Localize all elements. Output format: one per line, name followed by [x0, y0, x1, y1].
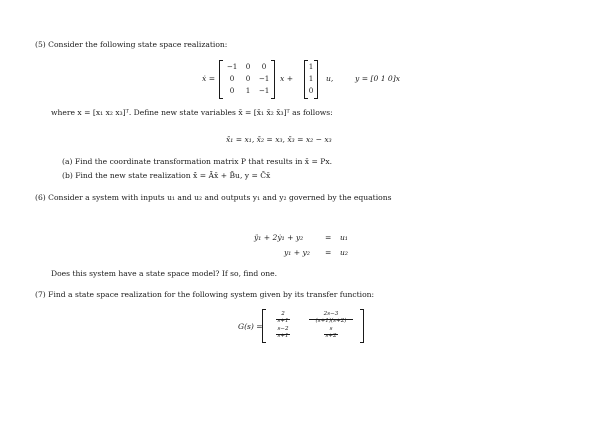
g12-numerator: 2s−3	[323, 311, 339, 317]
u-symbol: u,	[326, 74, 334, 83]
a-cell: −1	[258, 74, 270, 83]
a-cell: −1	[258, 86, 270, 95]
equals-sign: =	[325, 233, 332, 242]
g21-numerator: s−2	[277, 326, 289, 332]
g22-numerator: s	[329, 326, 333, 332]
matrix-a	[219, 60, 275, 99]
b-cell: 0	[308, 86, 314, 95]
equation-2-rhs: u₂	[340, 248, 348, 257]
transfer-function-lhs: G(s) =	[238, 322, 263, 331]
a-cell: 1	[245, 86, 251, 95]
a-cell: −1	[226, 62, 238, 71]
a-cell: 0	[245, 74, 251, 83]
state-space-question: Does this system have a state space model? If so, find one.	[51, 269, 277, 278]
problem-6-heading: (6) Consider a system with inputs u₁ and u₂ and outputs y₁ and y₂ governed by the equations	[35, 193, 392, 202]
transfer-matrix	[262, 309, 364, 343]
transform-equations: x̄₁ = x₁, x̄₂ = x₃, x̄₃ = x₂ − x₃	[226, 135, 332, 144]
equation-2-lhs: y₁ + y₂	[284, 248, 310, 257]
b-cell: 1	[308, 74, 314, 83]
a-cell: 0	[229, 74, 235, 83]
a-cell: 0	[229, 86, 235, 95]
g12-denominator: (s+1)(s+2)	[315, 318, 347, 324]
output-equation: y = [0 1 0]x	[355, 74, 401, 83]
equation-1-lhs: ÿ₁ + 2ẏ₁ + y₂	[254, 233, 304, 242]
b-cell: 1	[308, 62, 314, 71]
g11-numerator: 2	[281, 311, 285, 317]
g21-denominator: s+1	[277, 333, 289, 339]
where-text: where x = [x₁ x₂ x₃]ᵀ. Define new state variables x̄ = [x̄₁ x̄₂ x̄₃]ᵀ as follows:	[51, 108, 333, 117]
part-b: (b) Find the new state realization x̄̇ = Āx̄ + B̄u, y = C̄x̄	[62, 171, 271, 180]
equation-1-rhs: u₁	[340, 233, 348, 242]
equals-sign: =	[325, 248, 332, 257]
g22-denominator: s+2	[325, 333, 337, 339]
problem-5-heading: (5) Consider the following state space realization:	[35, 40, 228, 49]
a-cell: 0	[245, 62, 251, 71]
a-cell: 0	[261, 62, 267, 71]
problem-7-heading: (7) Find a state space realization for the following system given by its transfer function:	[35, 290, 375, 299]
g11-denominator: s+1	[277, 318, 289, 324]
x-plus: x +	[280, 74, 294, 83]
part-a: (a) Find the coordinate transformation matrix P that results in x̄ = Px.	[62, 157, 333, 166]
matrix-b	[304, 60, 318, 99]
xdot-lhs: ẋ =	[202, 74, 216, 83]
